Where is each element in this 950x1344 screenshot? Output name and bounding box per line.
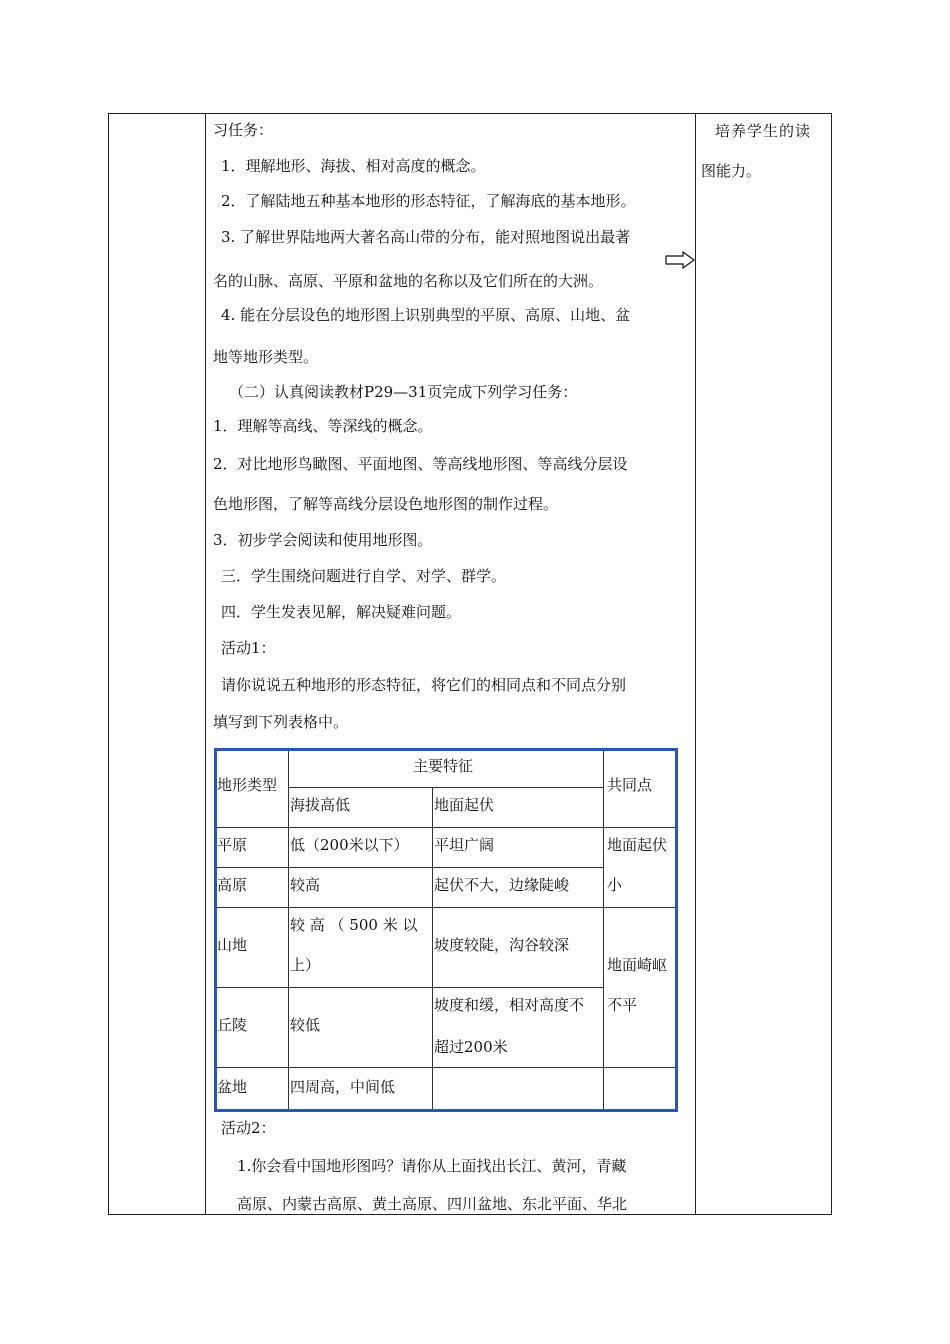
row-plateau-altitude: 较高	[290, 876, 321, 894]
table-hline-2	[217, 867, 603, 868]
row-hill-type: 丘陵	[217, 1016, 248, 1034]
section-2-item-2-line-a: 2．对比地形鸟瞰图、平面地图、等高线地形图、等高线分层设	[213, 455, 628, 473]
side-note-line-2: 图能力。	[701, 162, 762, 180]
row-plateau-type: 高原	[217, 876, 248, 894]
header-terrain-type: 地形类型	[217, 776, 278, 794]
table-hline-1	[217, 827, 675, 828]
side-note-line-1: 培养学生的读	[715, 122, 812, 140]
activity-1-title: 活动1：	[221, 639, 276, 657]
section-2-heading: （二）认真阅读教材P29—31页完成下列学习任务：	[229, 383, 578, 401]
table-vline-3	[603, 751, 604, 1109]
section-2-item-3: 3．初步学会阅读和使用地形图。	[213, 531, 433, 549]
step-4: 四．学生发表见解，解决疑难问题。	[221, 603, 462, 621]
table-hline-4	[217, 987, 603, 988]
row-plain-relief: 平坦广阔	[434, 836, 495, 854]
row-mountain-altitude-b: 上）	[290, 956, 321, 974]
common-2-line-b: 不平	[607, 996, 638, 1014]
subheader-relief: 地面起伏	[434, 796, 495, 814]
header-common-points: 共同点	[607, 776, 653, 794]
task-3-line-b: 名的山脉、高原、平原和盆地的名称以及它们所在的大洲。	[213, 272, 604, 290]
terrain-feature-table	[214, 748, 678, 1112]
column-divider-left	[205, 114, 206, 1214]
table-hline-5	[217, 1067, 675, 1068]
section-2-item-2-line-b: 色地形图，了解等高线分层设色地形图的制作过程。	[213, 495, 559, 513]
activity-2-q1-line-b: 高原、内蒙古高原、黄土高原、四川盆地、东北平面、华北	[237, 1195, 628, 1213]
common-1-line-a: 地面起伏	[607, 836, 668, 854]
table-vline-1	[288, 751, 289, 1109]
row-mountain-relief: 坡度较陡，沟谷较深	[434, 936, 570, 954]
row-hill-altitude: 较低	[290, 1016, 321, 1034]
table-hline-sub	[288, 787, 603, 788]
activity-2-title: 活动2：	[221, 1119, 276, 1137]
row-mountain-altitude-a: 较 高 （ 500 米 以	[290, 916, 418, 934]
table-vline-2	[432, 787, 433, 1109]
lesson-table	[108, 113, 832, 1215]
row-basin-altitude: 四周高，中间低	[290, 1078, 396, 1096]
row-hill-relief-a: 坡度和缓，相对高度不	[434, 996, 585, 1014]
right-arrow-icon	[665, 251, 695, 269]
column-divider-right	[695, 114, 696, 1214]
subheader-altitude: 海拔高低	[290, 796, 351, 814]
row-plain-type: 平原	[217, 836, 248, 854]
activity-1-prompt-b: 填写到下列表格中。	[213, 713, 349, 731]
row-hill-relief-b: 超过200米	[434, 1038, 508, 1056]
task-4-line-a: 4. 能在分层设色的地形图上识别典型的平原、高原、山地、盆	[221, 306, 631, 324]
task-2: 2．了解陆地五种基本地形的形态特征，了解海底的基本地形。	[221, 192, 636, 210]
row-mountain-type: 山地	[217, 936, 248, 954]
step-3: 三．学生围绕问题进行自学、对学、群学。	[221, 567, 507, 585]
row-plain-altitude: 低（200米以下）	[290, 836, 409, 854]
activity-1-prompt-a: 请你说说五种地形的形态特征，将它们的相同点和不同点分别	[221, 676, 627, 694]
activity-2-q1-line-a: 1.你会看中国地形图吗？请你从上面找出长江、黄河，青藏	[237, 1157, 627, 1175]
table-hline-3	[217, 907, 675, 908]
section-2-item-1: 1．理解等高线、等深线的概念。	[213, 417, 433, 435]
row-plateau-relief: 起伏不大，边缘陡峻	[434, 876, 570, 894]
task-4-line-b: 地等地形类型。	[213, 348, 319, 366]
common-2-line-a: 地面崎岖	[607, 956, 668, 974]
task-1: 1．理解地形、海拔、相对高度的概念。	[221, 157, 486, 175]
common-1-line-b: 小	[607, 876, 623, 894]
header-main-features: 主要特征	[413, 757, 474, 775]
intro-line: 习任务：	[213, 121, 274, 139]
task-3-line-a: 3. 了解世界陆地两大著名高山带的分布，能对照地图说出最著	[221, 228, 631, 246]
row-basin-type: 盆地	[217, 1078, 248, 1096]
